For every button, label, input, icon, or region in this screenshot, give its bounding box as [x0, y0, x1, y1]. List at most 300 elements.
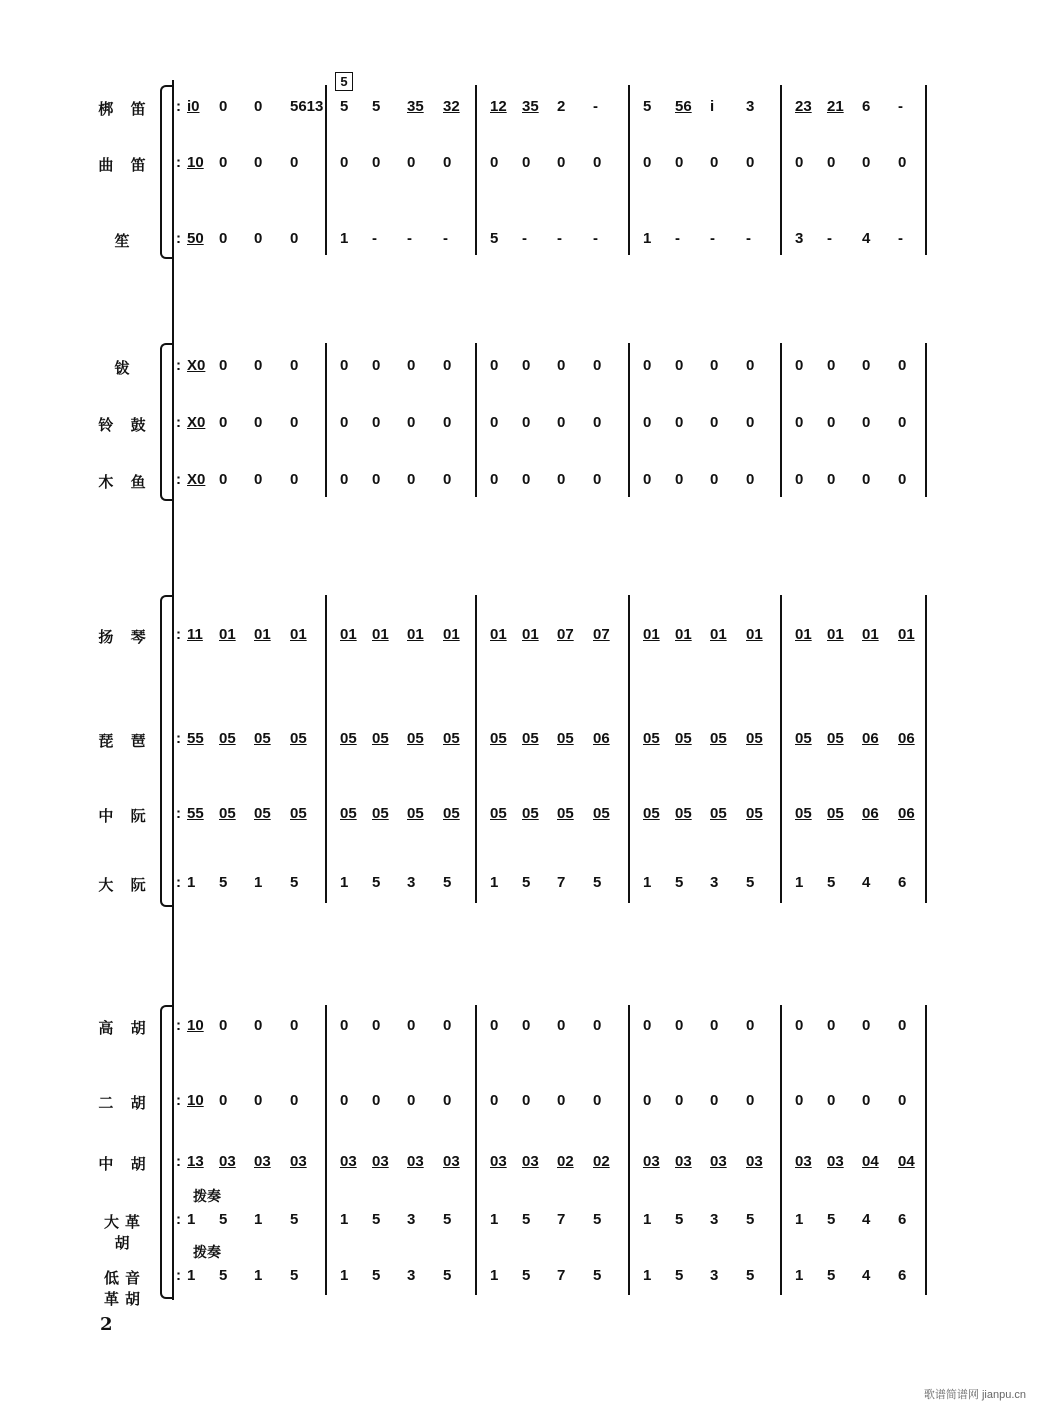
note: 03 — [490, 1153, 507, 1170]
note: 01 — [827, 626, 844, 643]
note: 3 — [710, 1267, 719, 1284]
note: 0 — [827, 154, 836, 171]
note: 0 — [746, 414, 755, 431]
note: 03 — [407, 1153, 424, 1170]
note: 0 — [795, 1017, 804, 1034]
note: 01 — [522, 626, 539, 643]
note: 5 — [827, 1267, 836, 1284]
note: 5 — [372, 98, 381, 115]
note: 3 — [746, 98, 755, 115]
note: 5 — [372, 1211, 381, 1228]
note: 03 — [219, 1153, 236, 1170]
note: 0 — [827, 414, 836, 431]
note: 1 — [490, 874, 499, 891]
note: 0 — [290, 1017, 299, 1034]
note: 0 — [710, 357, 719, 374]
note: 0 — [407, 357, 416, 374]
note: 0 — [407, 471, 416, 488]
note: 5 — [522, 1267, 531, 1284]
note: 0 — [862, 414, 871, 431]
note: 03 — [340, 1153, 357, 1170]
note: 0 — [710, 471, 719, 488]
note: 1 — [643, 230, 652, 247]
note: 05 — [827, 730, 844, 747]
note: 5 — [290, 1267, 299, 1284]
instrument-label: 曲 笛 — [98, 156, 152, 174]
note: 0 — [443, 1092, 452, 1109]
note: 05 — [675, 730, 692, 747]
note: 0 — [219, 98, 228, 115]
note: 1 — [254, 874, 263, 891]
note: 0 — [898, 1092, 907, 1109]
repeat-sign: : — [176, 1211, 181, 1228]
note: 1 — [490, 1267, 499, 1284]
instrument-label: 中 胡 — [98, 1155, 152, 1173]
note: 0 — [254, 98, 263, 115]
note: 5 — [593, 874, 602, 891]
rehearsal-mark: 5 — [335, 72, 353, 91]
note: 0 — [795, 1092, 804, 1109]
note: 0 — [219, 1017, 228, 1034]
note: 05 — [675, 805, 692, 822]
note: 05 — [746, 805, 763, 822]
note: 5 — [827, 874, 836, 891]
note: 0 — [827, 1092, 836, 1109]
repeat-sign: : — [176, 626, 181, 643]
note: 0 — [340, 414, 349, 431]
barline — [780, 595, 782, 903]
page-number: 2 — [100, 1314, 113, 1335]
repeat-sign: : — [176, 471, 181, 488]
note: 5 — [827, 1211, 836, 1228]
note: 0 — [710, 1092, 719, 1109]
barline — [780, 343, 782, 497]
note: 1 — [254, 1211, 263, 1228]
note: 5 — [746, 1267, 755, 1284]
barline — [780, 85, 782, 255]
note: 5 — [290, 1211, 299, 1228]
note: - — [407, 230, 412, 247]
note: 3 — [710, 1211, 719, 1228]
note: 03 — [254, 1153, 271, 1170]
note: 0 — [443, 154, 452, 171]
note: 5 — [746, 1211, 755, 1228]
note: 0 — [219, 471, 228, 488]
note: 0 — [290, 471, 299, 488]
note: 05 — [443, 805, 460, 822]
note: 7 — [557, 1211, 566, 1228]
note: 0 — [490, 414, 499, 431]
note: 04 — [898, 1153, 915, 1170]
note: 0 — [593, 1017, 602, 1034]
instrument-label: 大革胡 — [103, 1213, 146, 1252]
note: 0 — [557, 414, 566, 431]
note: 0 — [898, 414, 907, 431]
note: 0 — [290, 1092, 299, 1109]
note: 1 — [340, 1211, 349, 1228]
instrument-label: 中 阮 — [98, 807, 152, 825]
note: 0 — [290, 414, 299, 431]
note: 03 — [443, 1153, 460, 1170]
barline — [325, 1005, 327, 1295]
note: 0 — [593, 154, 602, 171]
instrument-label: 低音革胡 — [103, 1269, 146, 1308]
note: 0 — [340, 471, 349, 488]
note: 0 — [593, 357, 602, 374]
note: 04 — [862, 1153, 879, 1170]
note: 01 — [372, 626, 389, 643]
note: 4 — [862, 230, 871, 247]
note: 11 — [187, 626, 203, 643]
note: 5 — [490, 230, 499, 247]
note: 01 — [219, 626, 236, 643]
note: 32 — [443, 98, 460, 115]
section-brace — [160, 595, 172, 907]
note: 0 — [290, 154, 299, 171]
note: 5 — [522, 1211, 531, 1228]
note: 0 — [795, 414, 804, 431]
note: 0 — [372, 1092, 381, 1109]
note: 0 — [557, 1092, 566, 1109]
note: 0 — [827, 1017, 836, 1034]
note: 06 — [862, 730, 879, 747]
note: 06 — [898, 805, 915, 822]
note: 0 — [372, 414, 381, 431]
note: 1 — [490, 1211, 499, 1228]
note: 0 — [643, 154, 652, 171]
note: 05 — [522, 805, 539, 822]
note: 0 — [675, 1092, 684, 1109]
note: 0 — [795, 154, 804, 171]
note: 10 — [187, 1017, 204, 1034]
barline — [325, 343, 327, 497]
repeat-sign: : — [176, 730, 181, 747]
note: 3 — [407, 1211, 416, 1228]
note: 1 — [795, 1211, 804, 1228]
note: 01 — [643, 626, 660, 643]
note: 5 — [372, 1267, 381, 1284]
section-brace — [160, 85, 172, 259]
note: 07 — [593, 626, 610, 643]
note: 05 — [290, 730, 307, 747]
note: 05 — [795, 730, 812, 747]
note: 05 — [407, 805, 424, 822]
note: - — [710, 230, 715, 247]
note: 0 — [522, 154, 531, 171]
note: 03 — [675, 1153, 692, 1170]
note: 0 — [643, 357, 652, 374]
note: X0 — [187, 357, 206, 374]
note: 0 — [372, 1017, 381, 1034]
note: 5 — [219, 1211, 228, 1228]
note: 5 — [372, 874, 381, 891]
note: 0 — [490, 1092, 499, 1109]
note: 55 — [187, 805, 204, 822]
note: 01 — [490, 626, 507, 643]
note: - — [372, 230, 377, 247]
repeat-sign: : — [176, 1017, 181, 1034]
note: 07 — [557, 626, 574, 643]
note: 5 — [746, 874, 755, 891]
note: 0 — [290, 230, 299, 247]
note: 7 — [557, 874, 566, 891]
instrument-label: 铃 鼓 — [98, 416, 152, 434]
note: 0 — [340, 154, 349, 171]
note: 5 — [340, 98, 349, 115]
note: - — [898, 98, 903, 115]
repeat-sign: : — [176, 1267, 181, 1284]
note: 0 — [710, 414, 719, 431]
note: 5 — [593, 1211, 602, 1228]
note: - — [522, 230, 527, 247]
note: 5 — [675, 874, 684, 891]
note: 0 — [675, 471, 684, 488]
note: 05 — [372, 805, 389, 822]
note: 0 — [675, 1017, 684, 1034]
note: 1 — [254, 1267, 263, 1284]
note: 06 — [593, 730, 610, 747]
note: 05 — [557, 730, 574, 747]
note: 0 — [443, 357, 452, 374]
note: 05 — [340, 805, 357, 822]
instrument-label: 钹 — [114, 359, 136, 377]
note: 0 — [522, 471, 531, 488]
watermark: 歌谱简谱网 jianpu.cn — [923, 1389, 1026, 1401]
repeat-sign: : — [176, 805, 181, 822]
note: 03 — [795, 1153, 812, 1170]
note: 0 — [746, 357, 755, 374]
note: 02 — [593, 1153, 610, 1170]
note: 0 — [254, 230, 263, 247]
note: 0 — [443, 1017, 452, 1034]
note: 0 — [443, 471, 452, 488]
note: 0 — [372, 471, 381, 488]
note: 01 — [675, 626, 692, 643]
instrument-label: 笙 — [114, 232, 136, 250]
note: 05 — [795, 805, 812, 822]
note: 5 — [219, 874, 228, 891]
repeat-sign: : — [176, 414, 181, 431]
note: 1 — [340, 1267, 349, 1284]
note: 0 — [254, 471, 263, 488]
note: 01 — [710, 626, 727, 643]
note: 06 — [898, 730, 915, 747]
note: 05 — [827, 805, 844, 822]
note: 0 — [340, 1017, 349, 1034]
note: 5 — [593, 1267, 602, 1284]
note: 03 — [522, 1153, 539, 1170]
note: 05 — [490, 805, 507, 822]
note: 0 — [557, 357, 566, 374]
barline — [628, 1005, 630, 1295]
instrument-label: 扬 琴 — [98, 628, 152, 646]
repeat-sign: : — [176, 154, 181, 171]
note: 03 — [643, 1153, 660, 1170]
note: 05 — [407, 730, 424, 747]
note: 0 — [643, 471, 652, 488]
note: 35 — [522, 98, 539, 115]
barline — [325, 85, 327, 255]
note: 05 — [522, 730, 539, 747]
note: 0 — [490, 471, 499, 488]
note: 0 — [557, 154, 566, 171]
note: 6 — [862, 98, 871, 115]
barline — [475, 595, 477, 903]
note: 3 — [407, 874, 416, 891]
section-brace — [160, 1005, 172, 1299]
note: 0 — [746, 154, 755, 171]
note: 0 — [219, 230, 228, 247]
note: 1 — [340, 230, 349, 247]
note: 05 — [746, 730, 763, 747]
note: 4 — [862, 1211, 871, 1228]
note: 03 — [290, 1153, 307, 1170]
note: X0 — [187, 414, 206, 431]
note: 0 — [254, 1017, 263, 1034]
note: 1 — [187, 1211, 196, 1228]
note: 03 — [372, 1153, 389, 1170]
barline — [325, 595, 327, 903]
note: 02 — [557, 1153, 574, 1170]
note: 0 — [254, 1092, 263, 1109]
note: 10 — [187, 154, 204, 171]
note: 05 — [219, 805, 236, 822]
note: 01 — [254, 626, 271, 643]
barline — [925, 595, 927, 903]
note: 0 — [522, 1092, 531, 1109]
note: 5 — [219, 1267, 228, 1284]
barline — [925, 343, 927, 497]
note: 0 — [490, 154, 499, 171]
note: 0 — [593, 471, 602, 488]
note: 01 — [795, 626, 812, 643]
note: - — [557, 230, 562, 247]
note: 0 — [827, 471, 836, 488]
note: 05 — [557, 805, 574, 822]
note: 01 — [407, 626, 424, 643]
note: 0 — [643, 1092, 652, 1109]
note: - — [827, 230, 832, 247]
note: 0 — [407, 1092, 416, 1109]
note: 03 — [746, 1153, 763, 1170]
note: 4 — [862, 874, 871, 891]
note: 01 — [443, 626, 460, 643]
note: 0 — [522, 414, 531, 431]
note: 0 — [827, 357, 836, 374]
instrument-label: 木 鱼 — [98, 473, 152, 491]
note: 12 — [490, 98, 507, 115]
instrument-label: 梆 笛 — [98, 100, 152, 118]
note: 5 — [675, 1267, 684, 1284]
note: 0 — [710, 154, 719, 171]
note: i0 — [187, 98, 200, 115]
barline — [628, 85, 630, 255]
note: - — [898, 230, 903, 247]
note: 3 — [710, 874, 719, 891]
note: 1 — [340, 874, 349, 891]
note: 1 — [643, 1211, 652, 1228]
note: 0 — [795, 471, 804, 488]
note: 0 — [675, 357, 684, 374]
note: 0 — [522, 1017, 531, 1034]
barline — [925, 1005, 927, 1295]
note: 0 — [898, 471, 907, 488]
note: 1 — [795, 874, 804, 891]
note: 0 — [522, 357, 531, 374]
note: 05 — [254, 805, 271, 822]
repeat-sign: : — [176, 874, 181, 891]
note: 7 — [557, 1267, 566, 1284]
note: 6 — [898, 1211, 907, 1228]
barline — [780, 1005, 782, 1295]
note: 55 — [187, 730, 204, 747]
note: 05 — [710, 730, 727, 747]
note: - — [443, 230, 448, 247]
note: X0 — [187, 471, 206, 488]
pizz-label-1: 拨奏 — [193, 1189, 221, 1205]
note: 0 — [490, 357, 499, 374]
note: 0 — [372, 357, 381, 374]
note: 0 — [898, 1017, 907, 1034]
barline — [628, 595, 630, 903]
note: 0 — [675, 414, 684, 431]
note: 0 — [593, 414, 602, 431]
repeat-sign: : — [176, 1092, 181, 1109]
note: - — [675, 230, 680, 247]
note: 01 — [340, 626, 357, 643]
barline — [475, 85, 477, 255]
note: 0 — [254, 357, 263, 374]
barline — [628, 343, 630, 497]
section-brace — [160, 343, 172, 501]
note: 05 — [219, 730, 236, 747]
note: 0 — [862, 357, 871, 374]
pizz-label-2: 拨奏 — [193, 1245, 221, 1261]
note: 06 — [862, 805, 879, 822]
repeat-sign: : — [176, 357, 181, 374]
note: 0 — [746, 1092, 755, 1109]
note: 10 — [187, 1092, 204, 1109]
note: 5 — [443, 1267, 452, 1284]
note: 1 — [187, 1267, 196, 1284]
note: 01 — [746, 626, 763, 643]
note: 1 — [643, 874, 652, 891]
barline — [475, 1005, 477, 1295]
note: 5 — [643, 98, 652, 115]
note: 05 — [290, 805, 307, 822]
note: 05 — [643, 730, 660, 747]
note: 5 — [443, 874, 452, 891]
note: 0 — [898, 357, 907, 374]
note: 0 — [862, 1092, 871, 1109]
note: 05 — [490, 730, 507, 747]
note: 1 — [187, 874, 196, 891]
note: 13 — [187, 1153, 204, 1170]
note: 0 — [372, 154, 381, 171]
note: 0 — [443, 414, 452, 431]
instrument-label: 琵 琶 — [98, 732, 152, 750]
note: 0 — [219, 1092, 228, 1109]
note: 0 — [862, 1017, 871, 1034]
instrument-label: 高 胡 — [98, 1019, 152, 1037]
note: 05 — [340, 730, 357, 747]
note: 0 — [219, 414, 228, 431]
note: 0 — [862, 471, 871, 488]
note: 05 — [443, 730, 460, 747]
note: 5 — [290, 874, 299, 891]
note: 56 — [675, 98, 692, 115]
note: 5 — [675, 1211, 684, 1228]
